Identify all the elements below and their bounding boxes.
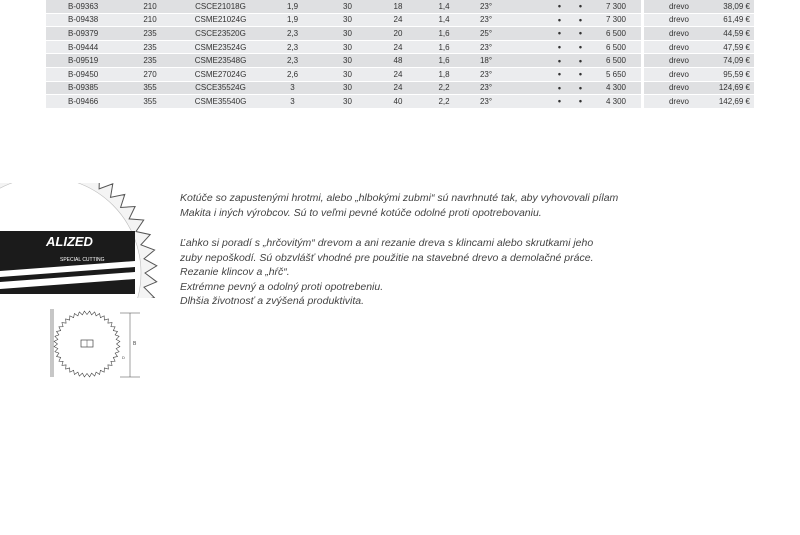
model-cell: CSCE21018G [178, 0, 263, 13]
teeth-cell: 24 [373, 81, 423, 95]
bore-cell: 30 [322, 13, 373, 27]
blank-cell [507, 27, 549, 41]
nail-dot-cell: • [570, 54, 591, 68]
plate-cell: 2,2 [423, 95, 465, 109]
rpm-cell: 5 650 [591, 67, 641, 81]
table-row [46, 40, 754, 54]
blank-cell [507, 54, 549, 68]
bore-cell: 30 [322, 54, 373, 68]
kerf-cell: 3 [263, 95, 322, 109]
model-cell: CSCE35524G [178, 81, 263, 95]
wood-dot-cell: • [549, 81, 570, 95]
angle-cell: 18° [465, 54, 507, 68]
description-paragraph-2 [180, 236, 740, 309]
bore-cell: 30 [322, 40, 373, 54]
plate-cell: 1,4 [423, 13, 465, 27]
order-number-cell: B-09450 [46, 67, 122, 81]
table-row [46, 0, 754, 13]
material-cell: drevo [644, 54, 714, 68]
material-cell: drevo [644, 0, 714, 13]
model-cell: CSME23524G [178, 40, 263, 54]
table-row [46, 67, 754, 81]
order-number-cell: B-09363 [46, 0, 122, 13]
angle-cell: 23° [465, 40, 507, 54]
nail-dot-cell: • [570, 0, 591, 13]
order-number-cell: B-09385 [46, 81, 122, 95]
blank-cell [507, 95, 549, 109]
rpm-cell: 4 300 [591, 95, 641, 109]
wood-dot-cell: • [549, 67, 570, 81]
material-cell: drevo [644, 40, 714, 54]
price-cell: 142,69 € [714, 95, 754, 109]
blank-cell [507, 0, 549, 13]
teeth-cell: 24 [373, 67, 423, 81]
kerf-cell: 2,6 [263, 67, 322, 81]
kerf-cell: 1,9 [263, 13, 322, 27]
bore-cell: 30 [322, 27, 373, 41]
material-cell: drevo [644, 67, 714, 81]
description-paragraph-1 [180, 191, 740, 220]
model-cell: CSME23548G [178, 54, 263, 68]
model-cell: CSME35540G [178, 95, 263, 109]
kerf-cell: 3 [263, 81, 322, 95]
price-table [46, 0, 754, 109]
kerf-cell: 2,3 [263, 54, 322, 68]
saw-blade-diagram [50, 307, 150, 382]
price-cell: 124,69 € [714, 81, 754, 95]
description-line: Makita i iných výrobcov. Sú to veľmi pevné kotúče odolné proti opotrebovaniu. [180, 206, 542, 219]
teeth-cell: 18 [373, 0, 423, 13]
table-row [46, 27, 754, 41]
rpm-cell: 7 300 [591, 13, 641, 27]
description-line: Kotúče so zapustenými hrotmi, alebo „hlbokými zubmi“ sú navrhnuté tak, aby vyhovovali pílam [180, 192, 619, 204]
material-cell: drevo [644, 27, 714, 41]
table-row [46, 54, 754, 68]
model-cell: CSME21024G [178, 13, 263, 27]
wood-dot-cell: • [549, 95, 570, 109]
saw-blade-photo [0, 183, 170, 298]
dimension-b-label: B [133, 341, 137, 347]
bore-cell: 30 [322, 95, 373, 109]
angle-cell: 23° [465, 0, 507, 13]
diameter-cell: 235 [122, 27, 178, 41]
blank-cell [507, 40, 549, 54]
kerf-cell: 2,3 [263, 40, 322, 54]
rpm-cell: 4 300 [591, 81, 641, 95]
plate-cell: 1,6 [423, 54, 465, 68]
order-number-cell: B-09466 [46, 95, 122, 109]
order-number-cell: B-09519 [46, 54, 122, 68]
table-row [46, 95, 754, 109]
bore-cell: 30 [322, 81, 373, 95]
blank-cell [507, 13, 549, 27]
kerf-cell: 2,3 [263, 27, 322, 41]
teeth-cell: 24 [373, 13, 423, 27]
nail-dot-cell: • [570, 13, 591, 27]
angle-cell: 23° [465, 95, 507, 109]
rpm-cell: 6 500 [591, 54, 641, 68]
rpm-cell: 6 500 [591, 27, 641, 41]
diameter-cell: 235 [122, 54, 178, 68]
plate-cell: 1,4 [423, 0, 465, 13]
blade-label-big: ALIZED [46, 234, 93, 249]
table-row [46, 81, 754, 95]
teeth-cell: 40 [373, 95, 423, 109]
wood-dot-cell: • [549, 54, 570, 68]
angle-cell: 25° [465, 27, 507, 41]
plate-cell: 1,8 [423, 67, 465, 81]
plate-cell: 1,6 [423, 40, 465, 54]
angle-cell: 23° [465, 81, 507, 95]
wood-dot-cell: • [549, 13, 570, 27]
wood-dot-cell: • [549, 27, 570, 41]
bore-cell: 30 [322, 67, 373, 81]
nail-dot-cell: • [570, 67, 591, 81]
blank-cell [507, 67, 549, 81]
diameter-cell: 270 [122, 67, 178, 81]
price-cell: 74,09 € [714, 54, 754, 68]
diameter-cell: 210 [122, 13, 178, 27]
teeth-cell: 20 [373, 27, 423, 41]
description-line: zuby nepoškodí. Sú obzvlášť vhodné pre použitie na stavebné drevo a demolačné práce. [180, 251, 594, 264]
price-cell: 95,59 € [714, 67, 754, 81]
angle-cell: 23° [465, 67, 507, 81]
nail-dot-cell: • [570, 27, 591, 41]
rpm-cell: 7 300 [591, 0, 641, 13]
plate-cell: 1,6 [423, 27, 465, 41]
blade-label-small: SPECIAL CUTTING [60, 257, 105, 263]
order-number-cell: B-09438 [46, 13, 122, 27]
plate-cell: 2,2 [423, 81, 465, 95]
teeth-cell: 24 [373, 40, 423, 54]
teeth-cell: 48 [373, 54, 423, 68]
material-cell: drevo [644, 95, 714, 109]
diameter-cell: 355 [122, 81, 178, 95]
order-number-cell: B-09444 [46, 40, 122, 54]
material-cell: drevo [644, 81, 714, 95]
model-cell: CSME27024G [178, 67, 263, 81]
price-cell: 47,59 € [714, 40, 754, 54]
diameter-cell: 355 [122, 95, 178, 109]
wood-dot-cell: • [549, 0, 570, 13]
wood-dot-cell: • [549, 40, 570, 54]
description-line: Dlhšia životnosť a zvýšená produktivita. [180, 295, 365, 307]
price-cell: 61,49 € [714, 13, 754, 27]
description-line: Ľahko si poradí s „hrčovitým“ drevom a ani rezanie dreva s klincami alebo skrutkami jeho [180, 237, 594, 249]
blank-cell [507, 81, 549, 95]
description-line: Rezanie klincov a „hŕč“. [180, 266, 290, 278]
diameter-cell: 235 [122, 40, 178, 54]
bore-cell: 30 [322, 0, 373, 13]
order-number-cell: B-09379 [46, 27, 122, 41]
dimension-d-label: D [122, 355, 125, 360]
diameter-cell: 210 [122, 0, 178, 13]
rpm-cell: 6 500 [591, 40, 641, 54]
description-line: Extrémne pevný a odolný proti opotrebeniu. [180, 280, 384, 293]
nail-dot-cell: • [570, 81, 591, 95]
nail-dot-cell: • [570, 40, 591, 54]
table-row [46, 13, 754, 27]
table-body [46, 0, 754, 108]
price-cell: 38,09 € [714, 0, 754, 13]
price-cell: 44,59 € [714, 27, 754, 41]
nail-dot-cell: • [570, 95, 591, 109]
material-cell: drevo [644, 13, 714, 27]
angle-cell: 23° [465, 13, 507, 27]
kerf-cell: 1,9 [263, 0, 322, 13]
model-cell: CSCE23520G [178, 27, 263, 41]
